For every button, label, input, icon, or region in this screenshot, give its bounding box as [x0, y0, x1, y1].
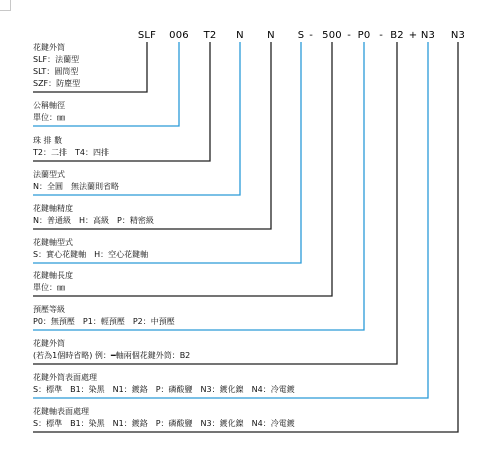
code-slf: SLF — [137, 30, 157, 41]
section-line: 單位：㎜ — [33, 113, 65, 122]
section-line: S：標準 B1：染黑 N1：鍍鉻 P：磷酸鹽 N3：鍍化鎳 N4：冷電鍍 — [33, 385, 295, 394]
section-title: 花鍵外筒 — [33, 43, 65, 52]
section-nut-surface-treatment — [33, 372, 295, 396]
section-shaft-surface-treatment — [33, 406, 295, 430]
section-shaft-length — [33, 270, 73, 294]
section-line: N：全圓 無法蘭則省略 — [33, 182, 119, 191]
section-shaft-type — [33, 237, 148, 261]
section-title: 花鍵軸型式 — [33, 238, 73, 247]
code-n3-outer: N3 — [420, 30, 436, 41]
section-title: 花鍵軸表面處理 — [33, 407, 89, 416]
code-s: S — [297, 30, 305, 41]
section-line: P0：無預壓 P1：輕預壓 P2：中預壓 — [33, 317, 175, 326]
section-title: 花鍵外筒表面處理 — [33, 373, 97, 382]
section-spline-nut-count — [33, 338, 190, 362]
section-line: S：實心花鍵軸 H：空心花鍵軸 — [33, 250, 149, 259]
section-line: SZF：防塵型 — [33, 79, 81, 88]
section-nominal-diameter — [33, 100, 65, 124]
section-line: SLF：法蘭型 — [33, 55, 80, 64]
code-500: 500 — [322, 30, 342, 41]
section-flange-type — [33, 169, 119, 193]
section-title: 珠 排 數 — [33, 136, 63, 145]
section-title: 花鍵軸長度 — [33, 271, 73, 280]
separator-dash: - — [347, 30, 351, 41]
code-n3-shaft: N3 — [450, 30, 466, 41]
section-line: (若為1個時省略) 例：━軸兩個花鍵外筒：B2 — [33, 351, 191, 360]
code-p0: P0 — [357, 30, 371, 41]
section-title: 預壓等級 — [33, 305, 65, 314]
section-preload-class — [33, 304, 175, 328]
section-line: SLT：圓筒型 — [33, 67, 79, 76]
section-title: 法蘭型式 — [33, 170, 65, 179]
separator-dash: - — [379, 30, 383, 41]
code-b2: B2 — [390, 30, 404, 41]
separator-dash: - — [309, 30, 313, 41]
section-line: 單位：㎜ — [33, 283, 65, 292]
code-n-precision: N — [267, 30, 275, 41]
section-line: S：標準 B1：染黑 N1：鍍鉻 P：磷酸鹽 N3：鍍化鎳 N4：冷電鍍 — [33, 419, 295, 428]
section-title: 花鍵軸精度 — [33, 204, 73, 213]
section-ball-rows — [33, 135, 109, 159]
separator-plus: + — [408, 30, 418, 41]
code-n-flange: N — [236, 30, 244, 41]
section-line: N：普通級 H：高級 P：精密級 — [33, 216, 154, 225]
section-spline-nut-type — [33, 42, 80, 90]
section-title: 花鍵外筒 — [33, 339, 65, 348]
section-line: T2：二排 T4：四排 — [33, 148, 109, 157]
code-006: 006 — [169, 30, 189, 41]
code-t2: T2 — [203, 30, 217, 41]
section-shaft-precision — [33, 203, 154, 227]
section-title: 公稱軸徑 — [33, 101, 65, 110]
